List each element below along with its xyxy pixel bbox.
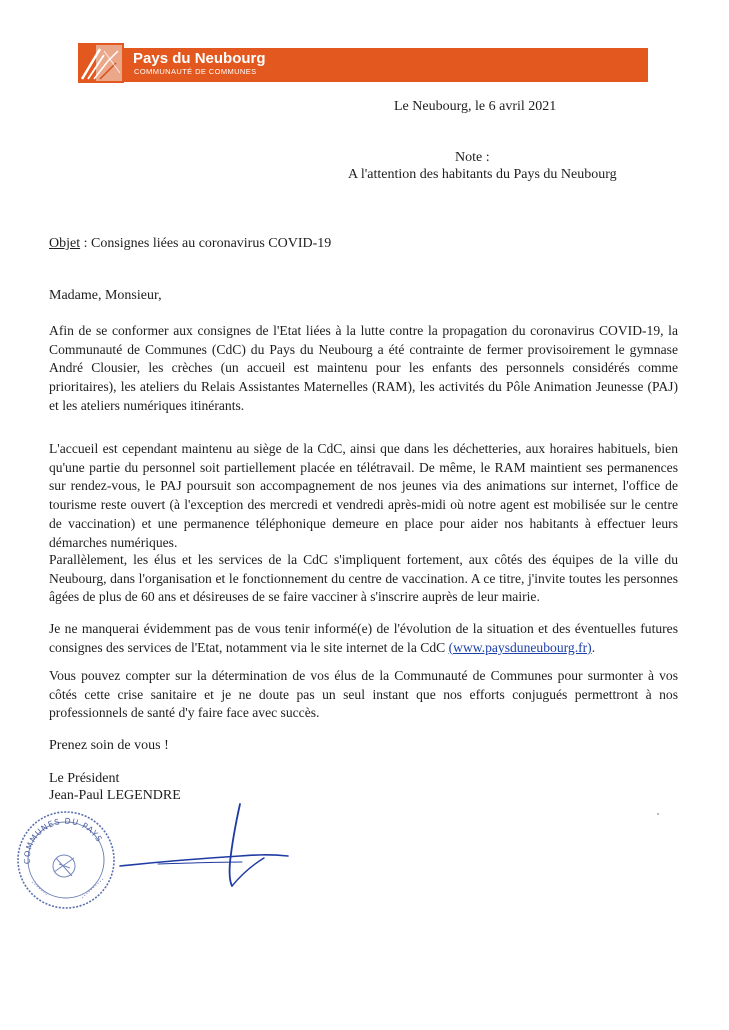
salutation: Madame, Monsieur, — [49, 288, 162, 303]
svg-text:COMMUNES DU PAYS — [23, 817, 104, 865]
handwritten-signature-icon — [118, 800, 318, 890]
note-label: Note : — [455, 150, 490, 165]
paragraph-4-end: . — [591, 639, 596, 655]
official-stamp-icon — [12, 806, 120, 914]
paragraph-3: Parallèlement, les élus et les services de la CdC s'impliquent fortement, aux côtés des équipes de la ville du Neubourg, dans l'organisation et le fonctionnement du centre de vaccination. A ce titre, j'invite toutes les personnes âgées de plus de 60 ans et désireuses de se faire vacciner à s'inscrire auprès de leur mairie. — [49, 552, 678, 605]
paragraph-1: Afin de se conformer aux consignes de l'Etat liées à la lutte contre la propagation du coronavirus COVID-19, la Communauté de Communes (CdC) du Pays du Neubourg a été contrainte de fermer provisoirement le gymnase André Clousier, les crèches (un accueil est maintenu pour les enfants des personnels considérés comme prioritaires), les ateliers du Relais Assistantes Maternelles (RAM), les activités du Pôle Animation Jeunesse (PAJ) et les ateliers numériques itinérants. — [49, 323, 678, 413]
paragraph-5: Vous pouvez compter sur la détermination de vos élus de la Communauté de Communes pour surmonter à vos côtés cette crise sanitaire et je ne doute pas un seul instant que nos efforts conjugués permettront à nos professionnels de santé d'y faire face avec succès. — [49, 668, 678, 721]
subject-line — [49, 236, 331, 252]
website-link[interactable]: (www.paysduneubourg.fr) — [448, 639, 592, 655]
brand-subtitle: COMMUNAUTÉ DE COMMUNES — [134, 67, 257, 76]
paragraph-2: L'accueil est cependant maintenu au siège de la CdC, ainsi que dans les déchetteries, aux horaires habituels, bien qu'une partie du personnel soit partiellement placée en télétravail. De même, le RAM maintient ses permanences sur rendez-vous, le PAJ poursuit son accompagnement de nos jeunes via des animations sur internet, l'office de tourisme reste ouvert (à l'exception des mercredi et vendredi après-midi où notre agent est mobilisée sur le centre de vaccination) et une permanence téléphonique demeure en place pour aider nos habitants à effectuer leurs démarches numériques. — [49, 441, 678, 550]
stamp-text: COMMUNES DU PAYS — [22, 816, 104, 865]
scan-speck — [657, 813, 659, 815]
brand-name: Pays du Neubourg — [133, 50, 266, 67]
closing-line: Prenez soin de vous ! — [49, 738, 169, 753]
place-date: Le Neubourg, le 6 avril 2021 — [394, 99, 557, 114]
signatory-name: Jean-Paul LEGENDRE — [49, 788, 181, 803]
logo-icon — [78, 43, 124, 83]
paragraph-4-text: Je ne manquerai évidemment pas de vous tenir informé(e) de l'évolution de la situation et des éventuelles futures consignes des services de l'Etat, notamment via le site internet de la CdC — [49, 621, 678, 655]
subject-label: Objet — [49, 236, 81, 251]
attention-line: A l'attention des habitants du Pays du Neubourg — [348, 167, 617, 182]
signatory-title: Le Président — [49, 771, 120, 786]
paragraph-4 — [49, 620, 678, 657]
subject-text: : Consignes liées au coronavirus COVID-19 — [80, 236, 332, 251]
